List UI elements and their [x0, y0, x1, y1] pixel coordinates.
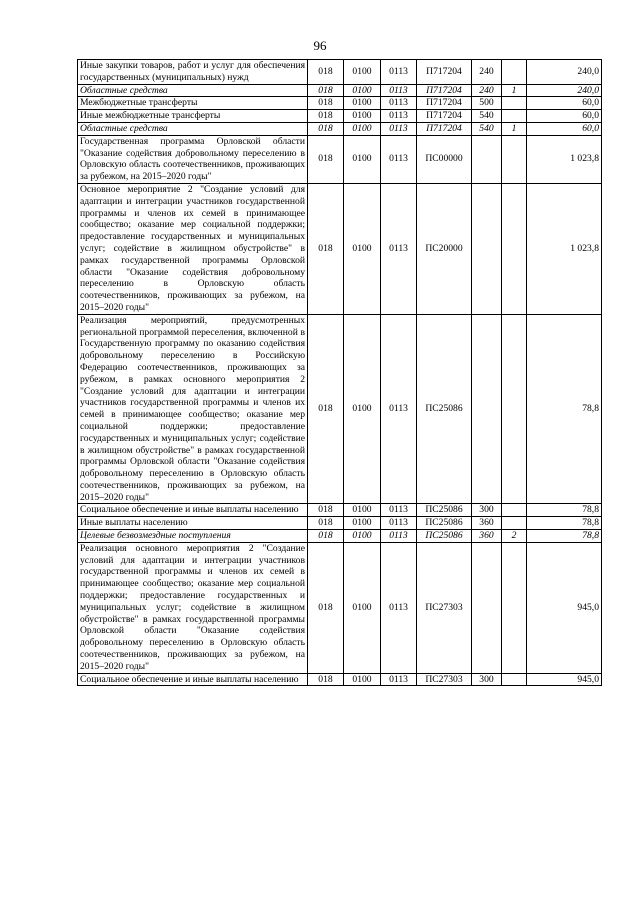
ministry-code: 018 [308, 673, 344, 686]
funding-source-code: 1 [502, 84, 527, 97]
subsection-code: 0113 [381, 110, 417, 123]
ministry-code: 018 [308, 84, 344, 97]
target-article-code: П717204 [417, 84, 472, 97]
subsection-code: 0113 [381, 542, 417, 673]
expense-type-code: 360 [472, 530, 502, 543]
section-code: 0100 [344, 504, 381, 517]
table-row [78, 530, 602, 543]
section-code: 0100 [344, 84, 381, 97]
row-name: Иные закупки товаров, работ и услуг для обеспечения государственных (муниципальных) нужд [78, 60, 308, 85]
table-row [78, 673, 602, 686]
amount-value: 1 023,8 [527, 183, 602, 314]
funding-source-code: 1 [502, 122, 527, 135]
funding-source-code [502, 60, 527, 85]
funding-source-code [502, 110, 527, 123]
table-row [78, 504, 602, 517]
ministry-code: 018 [308, 530, 344, 543]
ministry-code: 018 [308, 122, 344, 135]
amount-value: 78,8 [527, 314, 602, 504]
target-article-code: ПС25086 [417, 314, 472, 504]
section-code: 0100 [344, 183, 381, 314]
table-row [78, 542, 602, 673]
target-article-code: ПС00000 [417, 135, 472, 183]
row-name: Межбюджетные трансферты [78, 97, 308, 110]
table-row [78, 517, 602, 530]
subsection-code: 0113 [381, 183, 417, 314]
ministry-code: 018 [308, 517, 344, 530]
table-row [78, 84, 602, 97]
funding-source-code [502, 673, 527, 686]
target-article-code: ПС27303 [417, 542, 472, 673]
amount-value: 945,0 [527, 542, 602, 673]
funding-source-code [502, 542, 527, 673]
row-name: Социальное обеспечение и иные выплаты населению [78, 504, 308, 517]
target-article-code: П717204 [417, 122, 472, 135]
ministry-code: 018 [308, 314, 344, 504]
target-article-code: ПС27303 [417, 673, 472, 686]
section-code: 0100 [344, 110, 381, 123]
expense-type-code [472, 542, 502, 673]
row-name: Социальное обеспечение и иные выплаты населению [78, 673, 308, 686]
section-code: 0100 [344, 97, 381, 110]
section-code: 0100 [344, 517, 381, 530]
amount-value: 1 023,8 [527, 135, 602, 183]
table-row [78, 60, 602, 85]
page-number: 96 [313, 38, 327, 53]
row-name: Реализация мероприятий, предусмотренных региональной программой переселения, включенной в Государственную программу по оказанию содействия добровольному переселению в Российскую Федерацию соотечественников, проживающих за рубежом, в рамках основного мероприятия 2 "Создание условий для адаптации и интеграции участников государственной программы и членов их семей в принимающее сообщество; оказание мер социальной поддержки; предоставление государственных и муниципальных услуг; содействие в жилищном обустройстве" в рамках государственной программы Орловской области "Оказание содействия добровольному переселению в Орловскую область соотечественников, проживающих за рубежом, на 2015–2020 годы" [78, 314, 308, 504]
expense-type-code: 300 [472, 673, 502, 686]
subsection-code: 0113 [381, 60, 417, 85]
expense-type-code: 500 [472, 97, 502, 110]
target-article-code: ПС20000 [417, 183, 472, 314]
table-row [78, 135, 602, 183]
target-article-code: П717204 [417, 60, 472, 85]
amount-value: 945,0 [527, 673, 602, 686]
funding-source-code: 2 [502, 530, 527, 543]
expense-type-code: 240 [472, 84, 502, 97]
amount-value: 78,8 [527, 517, 602, 530]
section-code: 0100 [344, 673, 381, 686]
subsection-code: 0113 [381, 504, 417, 517]
table-row [78, 314, 602, 504]
target-article-code: ПС25086 [417, 504, 472, 517]
target-article-code: ПС25086 [417, 530, 472, 543]
funding-source-code [502, 183, 527, 314]
amount-value: 78,8 [527, 504, 602, 517]
funding-source-code [502, 97, 527, 110]
target-article-code: П717204 [417, 97, 472, 110]
ministry-code: 018 [308, 183, 344, 314]
row-name: Реализация основного мероприятия 2 "Создание условий для адаптации и интеграции участников государственной программы и членов их семей в принимающее сообщество; оказание мер социальной поддержки; предоставление государственных и муниципальных услуг; содействие в жилищном обустройстве" в рамках государственной программы Орловской области "Оказание содействия добровольному переселению в Орловскую область соотечественников, проживающих за рубежом, на 2015–2020 годы" [78, 542, 308, 673]
table-row [78, 183, 602, 314]
subsection-code: 0113 [381, 314, 417, 504]
ministry-code: 018 [308, 504, 344, 517]
ministry-code: 018 [308, 60, 344, 85]
section-code: 0100 [344, 530, 381, 543]
row-name: Иные выплаты населению [78, 517, 308, 530]
ministry-code: 018 [308, 135, 344, 183]
section-code: 0100 [344, 542, 381, 673]
expense-type-code [472, 183, 502, 314]
expense-type-code [472, 314, 502, 504]
table-row [78, 122, 602, 135]
subsection-code: 0113 [381, 517, 417, 530]
row-name: Областные средства [78, 122, 308, 135]
amount-value: 240,0 [527, 84, 602, 97]
expense-type-code [472, 135, 502, 183]
expense-type-code: 540 [472, 122, 502, 135]
expense-type-code: 240 [472, 60, 502, 85]
table-row [78, 97, 602, 110]
amount-value: 60,0 [527, 97, 602, 110]
funding-source-code [502, 135, 527, 183]
row-name: Целевые безвозмездные поступления [78, 530, 308, 543]
amount-value: 60,0 [527, 122, 602, 135]
funding-source-code [502, 517, 527, 530]
row-name: Областные средства [78, 84, 308, 97]
amount-value: 78,8 [527, 530, 602, 543]
subsection-code: 0113 [381, 135, 417, 183]
row-name: Основное мероприятие 2 "Создание условий для адаптации и интеграции участников государственной программы и членов их семей в принимающее сообщество; оказание мер социальной поддержки; предоставление государственных и муниципальных услуг; содействие в жилищном обустройстве" в рамках государственной программы Орловской области "Оказание содействия добровольному переселению в Орловскую область соотечественников, проживающих за рубежом, на 2015–2020 годы" [78, 183, 308, 314]
amount-value: 60,0 [527, 110, 602, 123]
ministry-code: 018 [308, 542, 344, 673]
section-code: 0100 [344, 122, 381, 135]
ministry-code: 018 [308, 110, 344, 123]
subsection-code: 0113 [381, 673, 417, 686]
target-article-code: П717204 [417, 110, 472, 123]
section-code: 0100 [344, 60, 381, 85]
row-name: Иные межбюджетные трансферты [78, 110, 308, 123]
expense-type-code: 300 [472, 504, 502, 517]
expense-type-code: 540 [472, 110, 502, 123]
section-code: 0100 [344, 314, 381, 504]
subsection-code: 0113 [381, 84, 417, 97]
section-code: 0100 [344, 135, 381, 183]
row-name: Государственная программа Орловской области "Оказание содействия добровольному переселению в Орловскую область соотечественников, проживающих за рубежом, на 2015–2020 годы" [78, 135, 308, 183]
funding-source-code [502, 314, 527, 504]
subsection-code: 0113 [381, 122, 417, 135]
ministry-code: 018 [308, 97, 344, 110]
funding-source-code [502, 504, 527, 517]
expense-type-code: 360 [472, 517, 502, 530]
amount-value: 240,0 [527, 60, 602, 85]
target-article-code: ПС25086 [417, 517, 472, 530]
table-row [78, 110, 602, 123]
subsection-code: 0113 [381, 97, 417, 110]
budget-table [77, 59, 602, 686]
subsection-code: 0113 [381, 530, 417, 543]
